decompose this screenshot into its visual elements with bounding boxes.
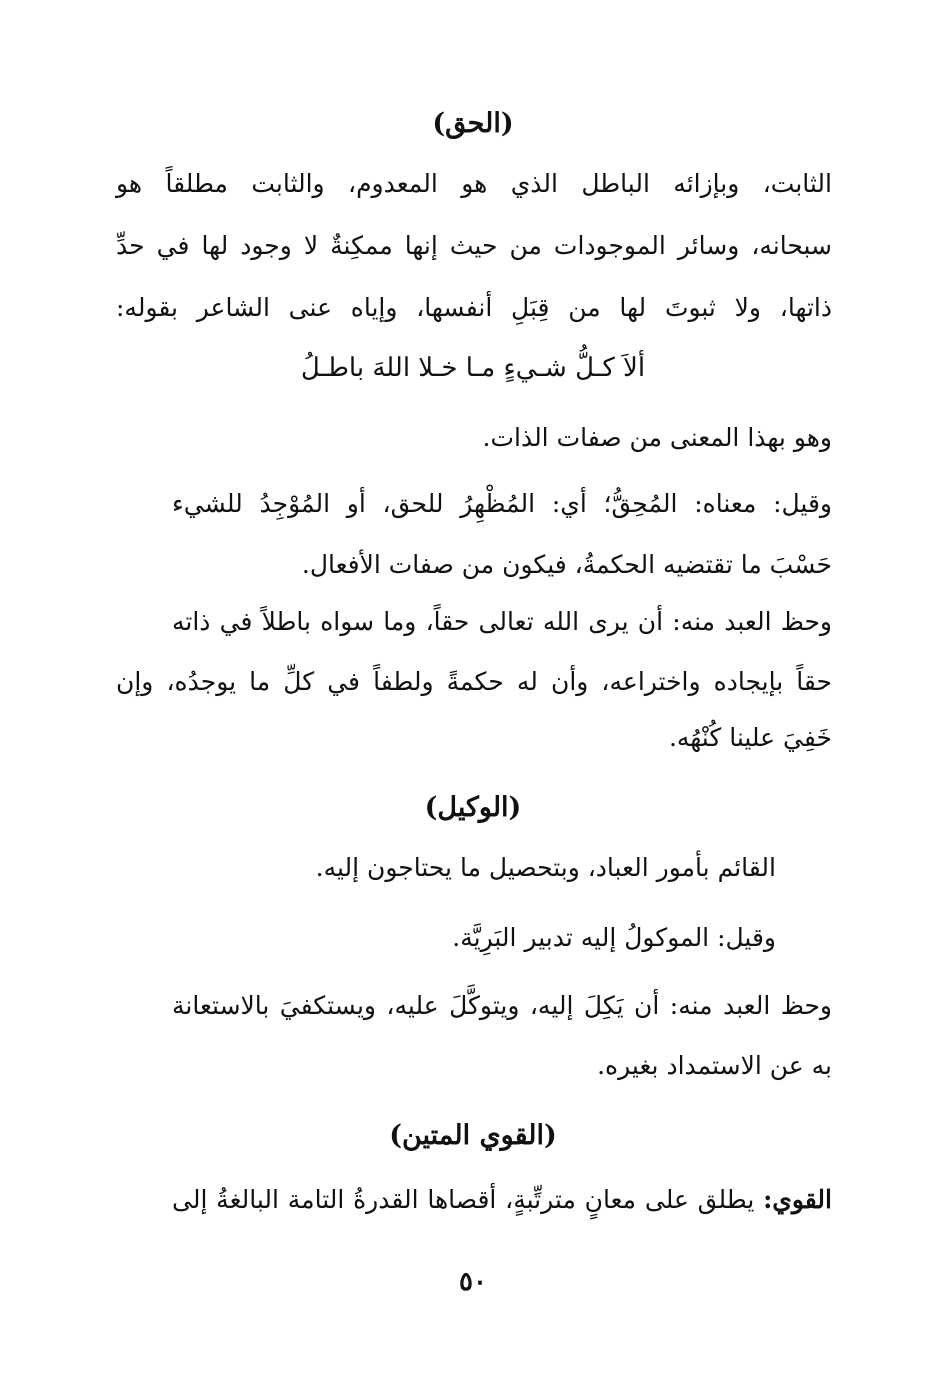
paragraph-line (172, 1180, 832, 1220)
paragraph-line: به عن الاستمداد بغيره. (597, 1051, 832, 1080)
paragraph-line: حقاً بإيجاده واختراعه، وأن له حكمةً ولطفاً في كلِّ ما يوجدُه، وإن (116, 667, 832, 696)
paragraph-line: وقيل: معناه: المُحِقُّ؛ أي: المُظْهِرُ للحق، أو المُوْجِدُ للشيء (172, 489, 832, 518)
paragraph-line: الثابت، وبإزائه الباطل الذي هو المعدوم، والثابت مطلقاً هو (116, 169, 832, 198)
heading-al-qawi-al-matin: (القوي المتين) (389, 1120, 557, 1151)
definition-text: يطلق على معانٍ مترتِّبةٍ، أقصاها القدرةُ التامة البالغةُ إلى (172, 1185, 755, 1214)
poetry-verse: ألاَ كـلُّ شـيءٍ مـا خـلا اللهَ باطـلُ (300, 353, 646, 383)
paragraph-line: سبحانه، وسائر الموجودات من حيث إنها ممكِنةٌ لا وجود لها في حدِّ (116, 231, 832, 260)
paragraph-line: خَفِيَ علينا كُنْهُه. (668, 723, 832, 752)
heading-al-wakil: (الوكيل) (424, 792, 522, 823)
paragraph-line: القائم بأمور العباد، وبتحصيل ما يحتاجون إليه. (315, 853, 776, 882)
page-number: ٥٠ (459, 1267, 487, 1297)
paragraph-line: ذاتها، ولا ثبوتَ لها من قِبَلِ أنفسها، وإياه عنى الشاعر بقوله: (116, 293, 832, 322)
paragraph-line: حَسْبَ ما تقتضيه الحكمةُ، فيكون من صفات الأفعال. (301, 550, 832, 579)
defined-term: القوي: (763, 1185, 832, 1214)
paragraph-line: وحظ العبد منه: أن يرى الله تعالى حقاً، وما سواه باطلاً في ذاته (172, 607, 832, 636)
paragraph-line: وقيل: الموكولُ إليه تدبير البَرِيَّة. (452, 923, 776, 952)
heading-al-haqq: (الحق) (432, 108, 514, 139)
paragraph-line: وهو بهذا المعنى من صفات الذات. (482, 423, 832, 452)
paragraph-line: وحظ العبد منه: أن يَكِلَ إليه، ويتوكَّلَ عليه، ويستكفيَ بالاستعانة (172, 991, 832, 1020)
